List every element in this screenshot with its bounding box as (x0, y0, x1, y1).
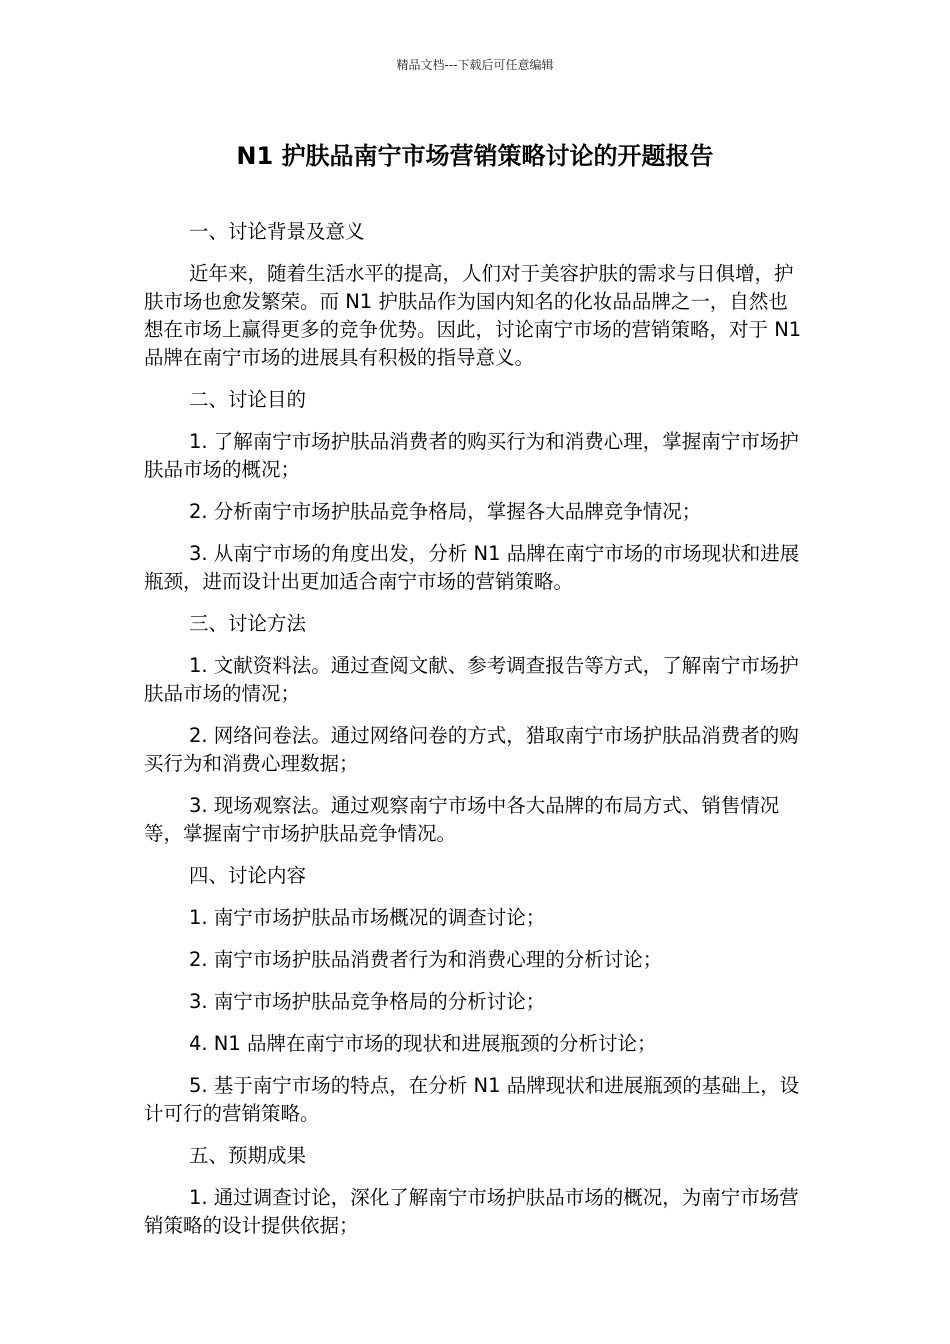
list-item-outcome-1: 1. 通过调查讨论，深化了解南宁市场护肤品市场的概况，为南宁市场营销策略的设计提供依据； (144, 1186, 799, 1237)
list-item-content-5: 5. 基于南宁市场的特点，在分析 N1 品牌现状和进展瓶颈的基础上，设计可行的营销策略。 (144, 1074, 800, 1125)
list-item-purpose-2: 2. 分析南宁市场护肤品竞争格局，掌握各大品牌竞争情况； (189, 500, 702, 523)
section-heading-methods: 三、讨论方法 (189, 612, 307, 635)
list-item-method-1: 1. 文献资料法。通过查阅文献、参考调查报告等方式，了解南宁市场护肤品市场的情况； (144, 654, 799, 705)
list-item-content-1: 1. 南宁市场护肤品市场概况的调查讨论； (189, 906, 546, 929)
list-item-content-3: 3. 南宁市场护肤品竞争格局的分析讨论； (189, 990, 546, 1013)
list-item-method-3: 3. 现场观察法。通过观察南宁市场中各大品牌的布局方式、销售情况等，掌握南宁市场护肤品竞争情况。 (144, 794, 780, 845)
header-note: 精品文档---下载后可任意编辑 (396, 58, 554, 72)
list-item-content-4: 4. N1 品牌在南宁市场的现状和进展瓶颈的分析讨论； (189, 1032, 657, 1055)
section-heading-outcomes: 五、预期成果 (189, 1144, 307, 1167)
section-heading-purpose: 二、讨论目的 (189, 388, 307, 411)
list-item-purpose-3: 3. 从南宁市场的角度出发，分析 N1 品牌在南宁市场的市场现状和进展瓶颈，进而设计出更加适合南宁市场的营销策略。 (144, 542, 800, 593)
section-heading-content: 四、讨论内容 (189, 864, 307, 887)
list-item-method-2: 2. 网络问卷法。通过网络问卷的方式，猎取南宁市场护肤品消费者的购买行为和消费心理数据； (144, 724, 799, 775)
document-body (144, 218, 804, 1254)
paragraph-background: 近年来，随着生活水平的提高，人们对于美容护肤的需求与日俱增，护肤市场也愈发繁荣。而 N1 护肤品作为国内知名的化妆品品牌之一，自然也想在市场上赢得更多的竞争优势。因此，讨论南宁市场的营销策略，对于 N1 品牌在南宁市场的进展具有积极的指导意义。 (144, 262, 802, 369)
list-item-content-2: 2. 南宁市场护肤品消费者行为和消费心理的分析讨论； (189, 948, 663, 971)
document-title: N1 护肤品南宁市场营销策略讨论的开题报告 (236, 142, 714, 170)
section-heading-background: 一、讨论背景及意义 (189, 220, 365, 243)
list-item-purpose-1: 1. 了解南宁市场护肤品消费者的购买行为和消费心理，掌握南宁市场护肤品市场的概况； (144, 430, 799, 481)
